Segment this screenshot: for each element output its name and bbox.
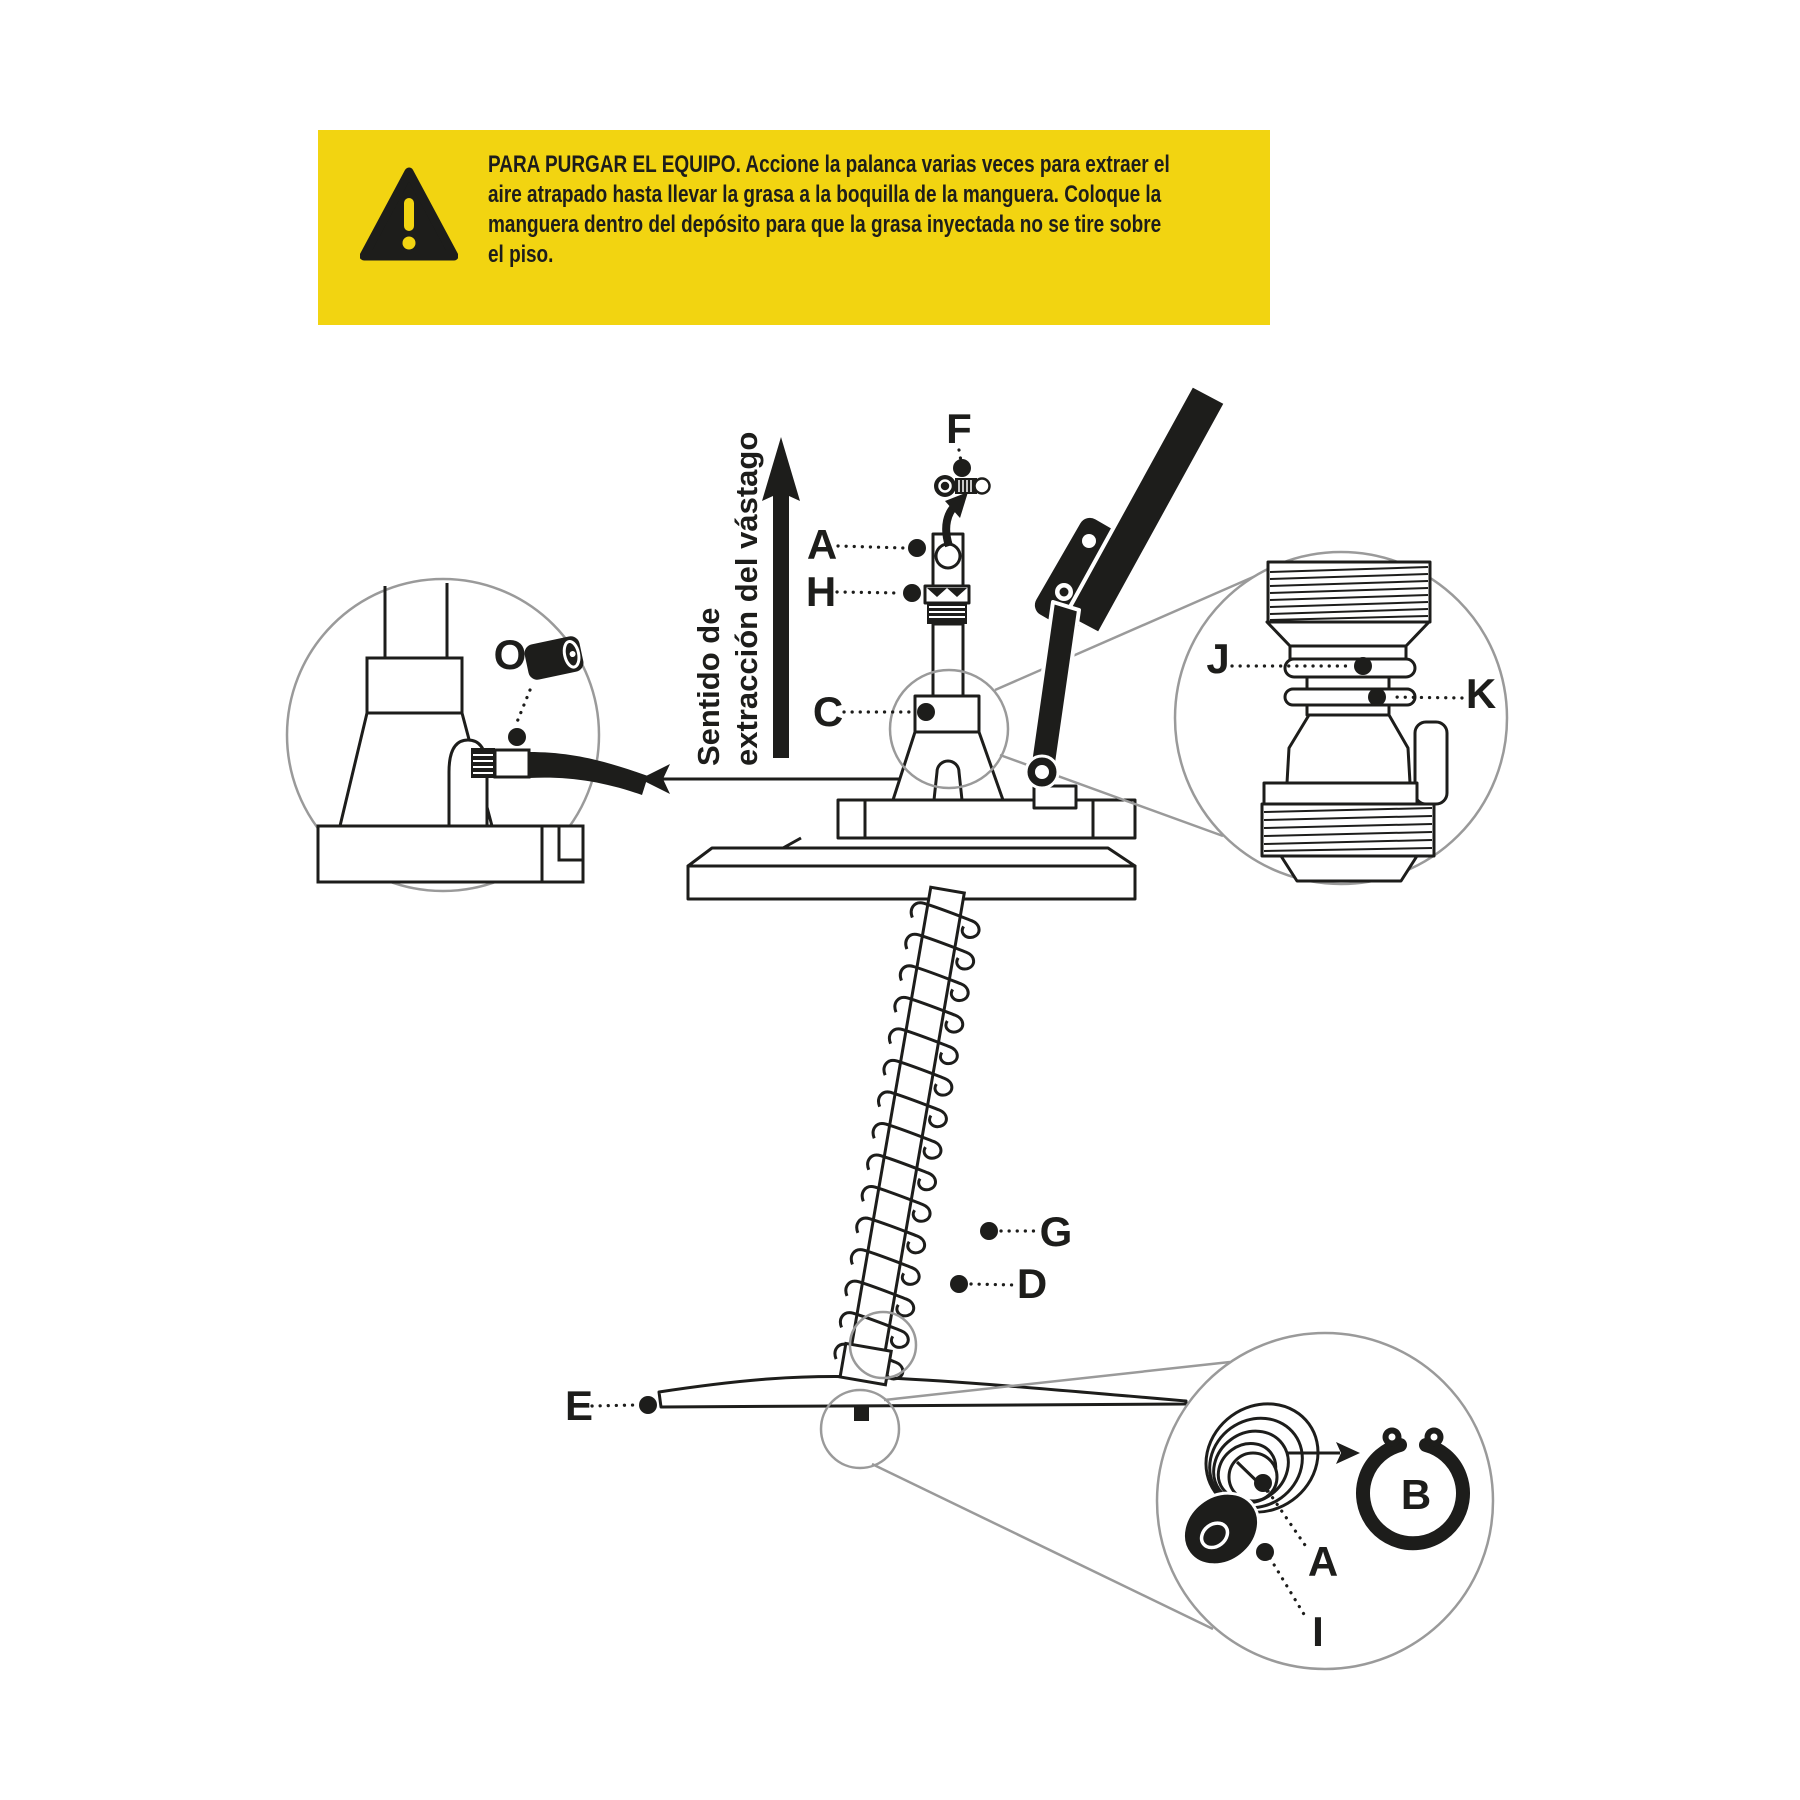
label-i: I (1312, 1608, 1324, 1655)
pump-head (893, 534, 1003, 800)
dot-e (639, 1396, 657, 1414)
label-b: B (1400, 1471, 1432, 1518)
bracket-hole (1082, 534, 1096, 548)
leader-o (515, 690, 530, 727)
drum-lid (688, 786, 1135, 899)
hose-direction-arrow (640, 764, 903, 794)
o-ring-k (1285, 689, 1415, 705)
pump-a-frame (893, 732, 1003, 800)
warning-line1-rest: Accione la palanca varias veces para extraer el (740, 151, 1170, 178)
direction-note-line1: Sentido de (691, 607, 726, 766)
rod-and-spring (831, 885, 985, 1388)
dot-a-bottom (1254, 1474, 1272, 1492)
lever-link (1030, 602, 1079, 770)
cap-part (523, 635, 585, 682)
dot-a-top (908, 539, 926, 557)
label-a-bottom: A (1307, 1538, 1339, 1585)
label-a-top: A (806, 521, 838, 568)
dot-g (980, 1222, 998, 1240)
warning-line-3: manguera dentro del depósito para que la grasa inyectada no se tire sobre (488, 211, 1162, 238)
dot-o (508, 728, 526, 746)
warning-lead: PARA PURGAR EL EQUIPO. (488, 151, 741, 178)
direction-note-line2: extracción del vástago (729, 431, 764, 766)
dot-f (953, 459, 971, 477)
label-k: K (1465, 670, 1497, 717)
dot-d (950, 1275, 968, 1293)
label-h: H (805, 568, 837, 615)
label-f: F (946, 405, 972, 452)
dot-k (1368, 688, 1386, 706)
lever-handle (1065, 385, 1226, 634)
rod (849, 887, 964, 1366)
dot-i (1256, 1543, 1274, 1561)
label-d: D (1016, 1260, 1048, 1307)
follower-plate (659, 1377, 1186, 1407)
label-o: O (493, 631, 527, 678)
label-j: J (1206, 635, 1230, 682)
warning-line-2: aire atrapado hasta llevar la grasa a la boquilla de la manguera. Coloque la (488, 181, 1162, 208)
dot-c (917, 703, 935, 721)
dot-j (1354, 657, 1372, 675)
warning-line-4: el piso. (488, 241, 554, 268)
dot-h (903, 584, 921, 602)
label-c: C (812, 688, 844, 735)
label-g: G (1039, 1208, 1073, 1255)
hose-detail-circle (287, 579, 648, 891)
o-ring-j (1285, 659, 1415, 677)
extraction-direction-arrow (762, 437, 800, 758)
foot-valve-square (854, 1406, 869, 1421)
label-e: E (564, 1382, 594, 1429)
